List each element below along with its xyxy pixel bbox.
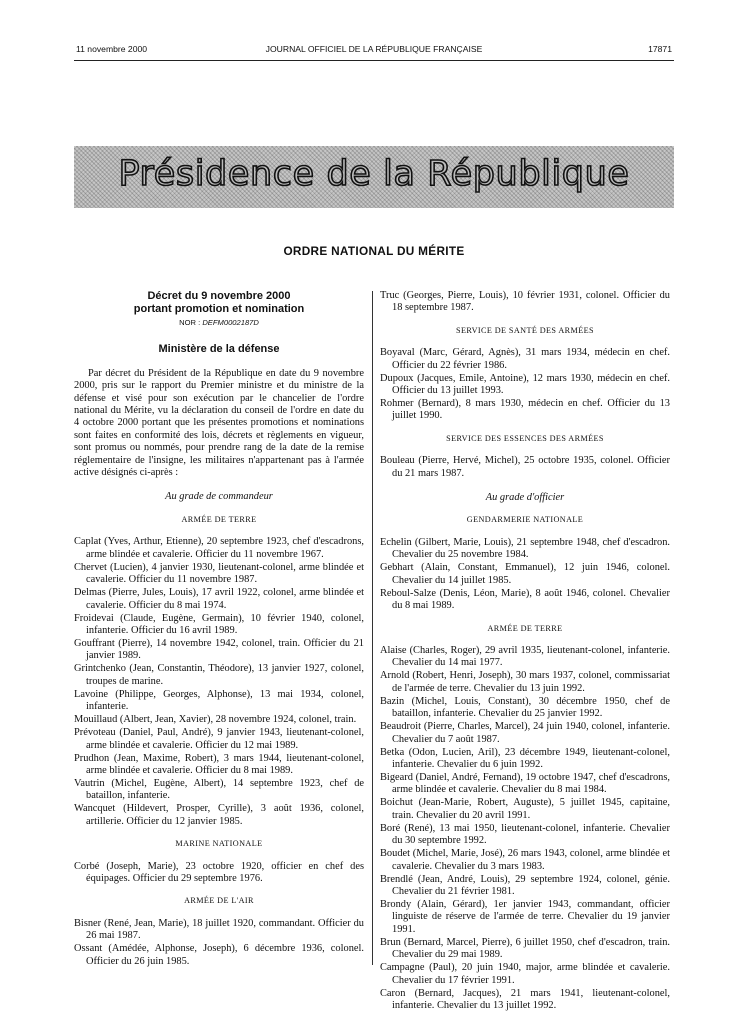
list-item: Boyaval (Marc, Gérard, Agnès), 31 mars 1934, médecin en chef. Officier du 22 février 1986. xyxy=(380,347,670,371)
list-item: Grintchenko (Jean, Constantin, Théodore), 13 janvier 1927, colonel, troupes de marine. xyxy=(74,663,364,687)
nor-code: DEFM0002187D xyxy=(202,318,259,327)
list-item: Boudet (Michel, Marie, José), 26 mars 1943, colonel, arme blindée et cavalerie. Chevalier du 3 mars 1983. xyxy=(380,848,670,872)
list-item: Brondy (Alain, Gérard), 1er janvier 1943, commandant, officier linguiste de réserve de l'armée de terre. Chevalier du 19 janvier 1991. xyxy=(380,898,670,935)
list-item: Vautrin (Michel, Eugène, Albert), 14 septembre 1923, chef de bataillon, infanterie. xyxy=(74,777,364,802)
list-item: Echelin (Gilbert, Marie, Louis), 21 septembre 1948, chef d'escadron. Chevalier du 25 novembre 1984. xyxy=(380,536,670,561)
list-item: Bazin (Michel, Louis, Constant), 30 décembre 1950, chef de bataillon, infanterie. Chevalier du 25 janvier 1992. xyxy=(380,695,670,720)
list-item: Alaise (Charles, Roger), 29 avril 1935, lieutenant-colonel, infanterie. Chevalier du 14 mai 1977. xyxy=(380,644,670,669)
category-heading: ARMÉE DE L'AIR xyxy=(184,896,254,906)
entry-list xyxy=(380,290,670,315)
list-item: Prudhon (Jean, Maxime, Robert), 3 mars 1944, lieutenant-colonel, arme blindée et cavalerie. Officier du 8 mai 1989. xyxy=(74,752,364,776)
decree-intro: Par décret du Président de la République en date du 9 novembre 2000, pris sur le rapport du Premier ministre et du ministre de la défense et visé pour son exécution par le chancelier de l'ordre national du Mérite, vu la déclaration du conseil de l'ordre en date du 4 octobre 2000 portant que les présentes promotions et nominations sont faites en conformité des lois, décrets et règlements en vigueur, sont promus ou nommés, pour prendre rang de la date de la remise réglementaire de l'insigne, les militaires n'appartenant pas à l'armée active désignés ci-après : xyxy=(74,367,364,479)
category-heading: ARMÉE DE TERRE xyxy=(487,623,563,633)
list-item: Caron (Bernard, Jacques), 21 mars 1941, lieutenant-colonel, infanterie. Chevalier du 13 juillet 1992. xyxy=(380,987,670,1011)
list-item: Mouillaud (Albert, Jean, Xavier), 28 novembre 1924, colonel, train. xyxy=(74,714,357,726)
right-group-b0 xyxy=(380,514,670,612)
list-item: Boré (René), 13 mai 1950, lieutenant-colonel, infanterie. Chevalier du 30 septembre 1992. xyxy=(380,822,670,847)
decree-title-line2: portant promotion et nomination xyxy=(133,302,305,315)
left-group-1 xyxy=(74,838,364,885)
list-item: Ossant (Amédée, Alphonse, Joseph), 6 décembre 1936, colonel. Officier du 26 juin 1985. xyxy=(74,943,364,967)
left-group-0 xyxy=(74,514,364,828)
list-item: Gebhart (Alain, Constant, Emmanuel), 12 juin 1946, colonel. Chevalier du 14 juillet 1985. xyxy=(380,562,670,586)
list-item: Brendlé (Jean, André, Louis), 29 septembre 1924, colonel, génie. Chevalier du 21 février 1981. xyxy=(380,873,670,897)
grade-heading: Au grade d'officier xyxy=(485,492,565,504)
header-rule xyxy=(74,60,674,61)
entry-list xyxy=(380,347,670,423)
entry-list xyxy=(74,918,364,968)
ministry-title: Ministère de la défense xyxy=(158,343,280,356)
category-heading: SERVICE DES ESSENCES DES ARMÉES xyxy=(446,433,604,443)
right-column xyxy=(380,290,670,1013)
left-column xyxy=(74,290,364,969)
list-item: Dupoux (Jacques, Emile, Antoine), 12 mars 1930, médecin en chef. Officier du 13 juillet 1993. xyxy=(380,372,670,397)
banner-title: Présidence de la République xyxy=(118,154,630,194)
list-item: Prévoteau (Daniel, Paul, André), 9 janvier 1943, lieutenant-colonel, arme blindée et cavalerie. Officier du 12 mai 1989. xyxy=(74,727,364,751)
list-item: Gouffrant (Pierre), 14 novembre 1942, colonel, train. Officier du 21 janvier 1989. xyxy=(74,637,364,662)
list-item: Lavoine (Philippe, Georges, Alphonse), 13 mai 1934, colonel, infanterie. xyxy=(74,688,364,713)
entry-list xyxy=(380,537,670,613)
entry-list xyxy=(380,455,670,480)
list-item: Campagne (Paul), 20 juin 1940, major, arme blindée et cavalerie. Chevalier du 17 février 1991. xyxy=(380,962,670,986)
grade-heading: Au grade de commandeur xyxy=(165,491,273,503)
right-group-a0 xyxy=(380,325,670,423)
decree-title-line1: Décret du 9 novembre 2000 xyxy=(147,290,291,302)
list-item: Bigeard (Daniel, André, Fernand), 19 octobre 1947, chef d'escadrons, arme blindée et cavalerie. Chevalier du 8 mai 1984. xyxy=(380,771,670,796)
list-item: Bisner (René, Jean, Marie), 18 juillet 1920, commandant. Officier du 26 mai 1987. xyxy=(74,917,364,942)
category-heading: SERVICE DE SANTÉ DES ARMÉES xyxy=(456,325,594,335)
nor-label: NOR : xyxy=(179,318,201,327)
right-group-b1 xyxy=(380,623,670,1013)
nor-reference xyxy=(74,317,364,329)
journal-title: JOURNAL OFFICIEL DE LA RÉPUBLIQUE FRANÇAISE xyxy=(265,44,483,54)
list-item: Delmas (Pierre, Jules, Louis), 17 avril 1922, colonel, arme blindée et cavalerie. Officier du 8 mai 1974. xyxy=(74,587,364,611)
category-heading: MARINE NATIONALE xyxy=(175,839,263,849)
presidency-banner xyxy=(74,146,674,208)
list-item: Betka (Odon, Lucien, Aril), 23 décembre 1949, lieutenant-colonel, infanterie. Chevalier du 6 juin 1992. xyxy=(380,746,670,770)
page-number: 17871 xyxy=(648,44,672,54)
list-item: Caplat (Yves, Arthur, Etienne), 20 septembre 1923, chef d'escadrons, arme blindée et cavalerie. Officier du 11 novembre 1967. xyxy=(74,536,364,560)
entry-list xyxy=(380,645,670,1013)
list-item: Bouleau (Pierre, Hervé, Michel), 25 octobre 1935, colonel. Officier du 21 mars 1987. xyxy=(380,455,670,479)
list-item: Corbé (Joseph, Marie), 23 octobre 1920, officier en chef des équipages. Officier du 29 septembre 1976. xyxy=(74,860,364,884)
entry-list xyxy=(74,861,364,886)
decree-title xyxy=(74,290,364,315)
section-title: ORDRE NATIONAL DU MÉRITE xyxy=(283,244,465,258)
left-group-2 xyxy=(74,895,364,968)
list-item: Truc (Georges, Pierre, Louis), 10 février 1931, colonel. Officier du 18 septembre 1987. xyxy=(380,290,670,314)
entry-list xyxy=(74,536,364,828)
list-item: Brun (Bernard, Marcel, Pierre), 6 juillet 1950, chef d'escadron, train. Chevalier du 29 mai 1989. xyxy=(380,936,670,961)
category-heading: GENDARMERIE NATIONALE xyxy=(466,515,584,525)
category-heading: ARMÉE DE TERRE xyxy=(181,514,257,524)
right-group-a1 xyxy=(380,433,670,480)
list-item: Beaudroit (Pierre, Charles, Marcel), 24 juin 1940, colonel, infanterie. Chevalier du 7 août 1987. xyxy=(380,721,670,745)
column-divider xyxy=(372,291,373,965)
list-item: Reboul-Salze (Denis, Léon, Marie), 8 août 1946, colonel. Chevalier du 8 mai 1989. xyxy=(380,587,670,612)
list-item: Chervet (Lucien), 4 janvier 1930, lieutenant-colonel, arme blindée et cavalerie. Officier du 11 novembre 1987. xyxy=(74,561,364,586)
list-item: Boichut (Jean-Marie, Robert, Auguste), 5 juillet 1945, capitaine, train. Chevalier du 20 avril 1991. xyxy=(380,797,670,821)
running-head xyxy=(76,44,672,58)
list-item: Rohmer (Bernard), 8 mars 1930, médecin en chef. Officier du 13 juillet 1990. xyxy=(380,398,670,422)
list-item: Wancquet (Hildevert, Prosper, Cyrille), 3 août 1936, colonel, artillerie. Officier du 12 janvier 1985. xyxy=(74,803,364,827)
list-item: Arnold (Robert, Henri, Joseph), 30 mars 1937, colonel, commissariat de l'armée de terre. Chevalier du 13 juin 1992. xyxy=(380,670,670,694)
list-item: Froidevai (Claude, Eugène, Germain), 10 février 1940, colonel, infanterie. Officier du 16 avril 1989. xyxy=(74,612,364,636)
issue-date: 11 novembre 2000 xyxy=(76,44,148,54)
